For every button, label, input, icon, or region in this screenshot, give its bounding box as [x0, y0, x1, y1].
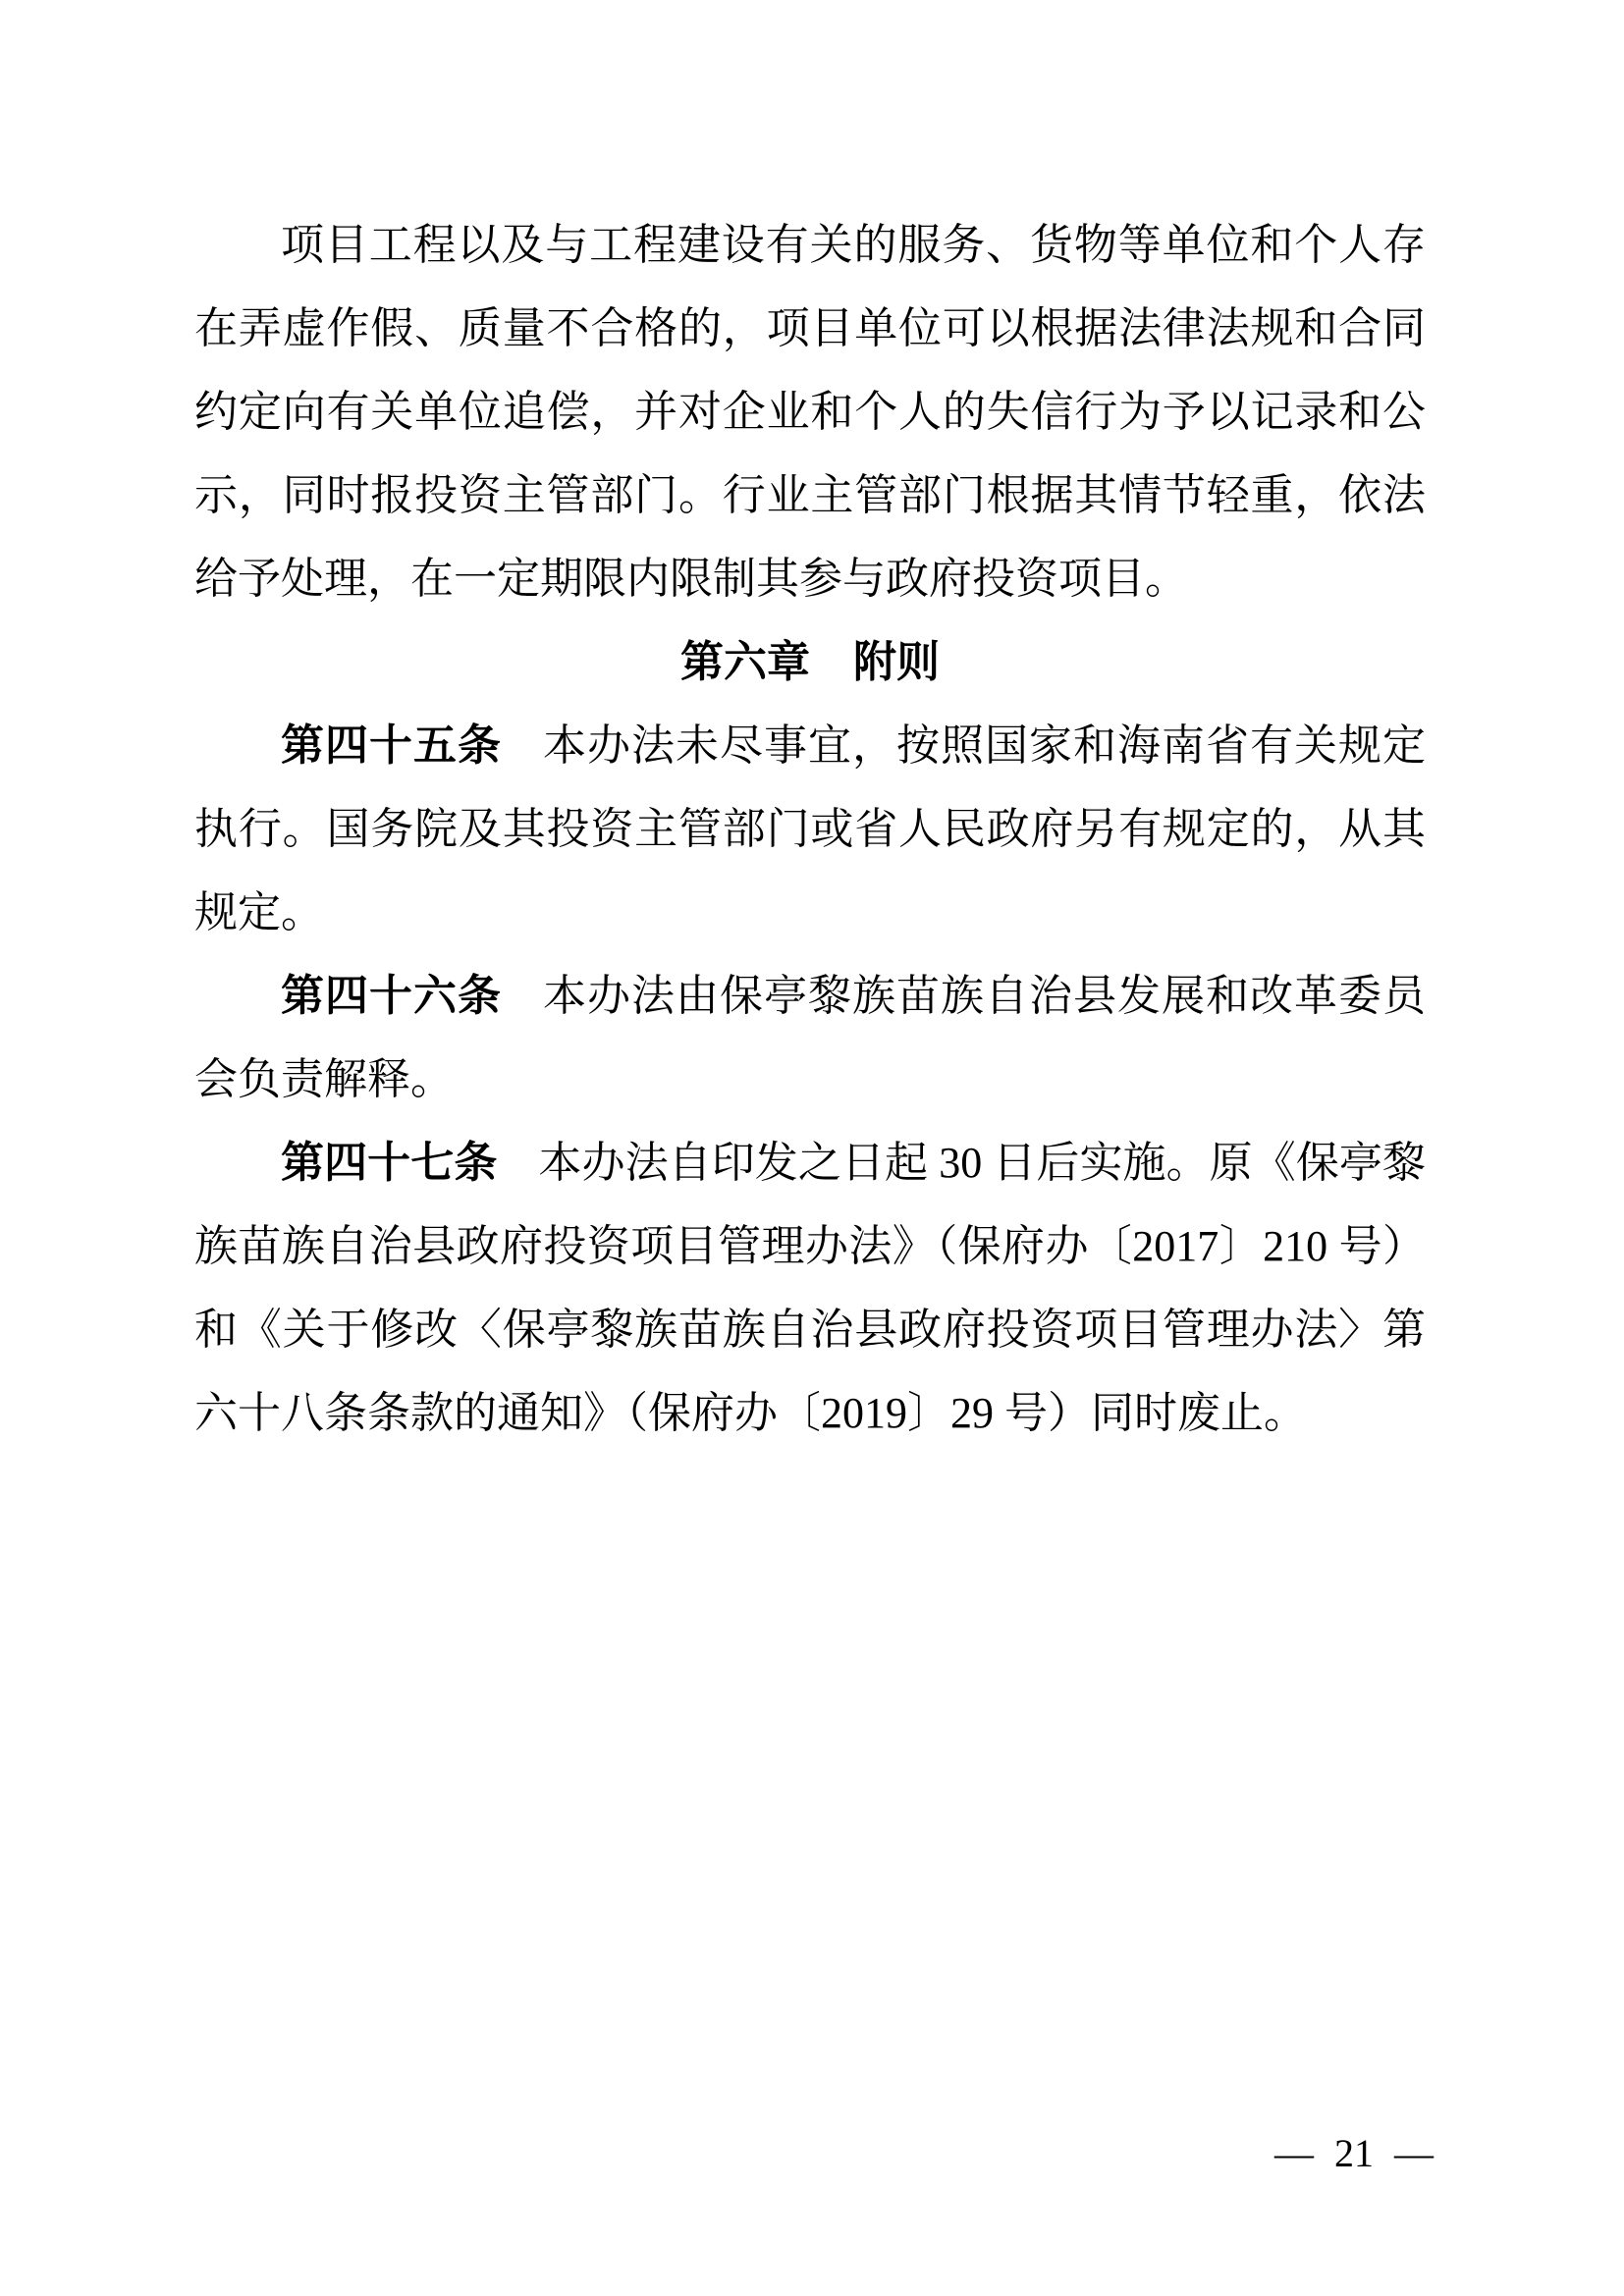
- article-45-text: 本办法未尽事宜，按照国家和海南省有关规定执行。国务院及其投资主管部门或省人民政府另有规定的，从其规定。: [194, 721, 1426, 936]
- footer-dash-left: —: [1274, 2131, 1314, 2175]
- paragraph-liability: 项目工程以及与工程建设有关的服务、货物等单位和个人存在弄虚作假、质量不合格的，项目单位可以根据法律法规和合同约定向有关单位追偿，并对企业和个人的失信行为予以记录和公示，同时报投资主管部门。行业主管部门根据其情节轻重，依法给予处理，在一定期限内限制其参与政府投资项目。: [194, 221, 1426, 603]
- footer-page-number: 21: [1334, 2131, 1374, 2175]
- article-46: [194, 954, 1426, 1121]
- page-footer: [1274, 2132, 1434, 2175]
- article-47-text: 本办法自印发之日起 30 日后实施。原《保亭黎族苗族自治县政府投资项目管理办法》（保府办〔2017〕210 号）和《关于修改〈保亭黎族苗族自治县政府投资项目管理办法〉第六十八条条款的通知》（保府办〔2019〕29 号）同时废止。: [194, 1139, 1427, 1437]
- chapter-number: 第六章: [680, 638, 810, 686]
- article-46-text: 本办法由保亭黎族苗族自治县发展和改革委员会负责解释。: [194, 972, 1426, 1103]
- article-47-label: 第四十七条: [281, 1139, 498, 1187]
- chapter-heading: [194, 620, 1426, 704]
- document-body: [194, 203, 1426, 1455]
- article-45-label: 第四十五条: [281, 721, 502, 770]
- article-47: [194, 1121, 1426, 1455]
- chapter-title: 附则: [853, 638, 940, 686]
- footer-dash-right: —: [1394, 2131, 1434, 2175]
- article-45: [194, 704, 1426, 954]
- article-46-label: 第四十六条: [281, 972, 502, 1020]
